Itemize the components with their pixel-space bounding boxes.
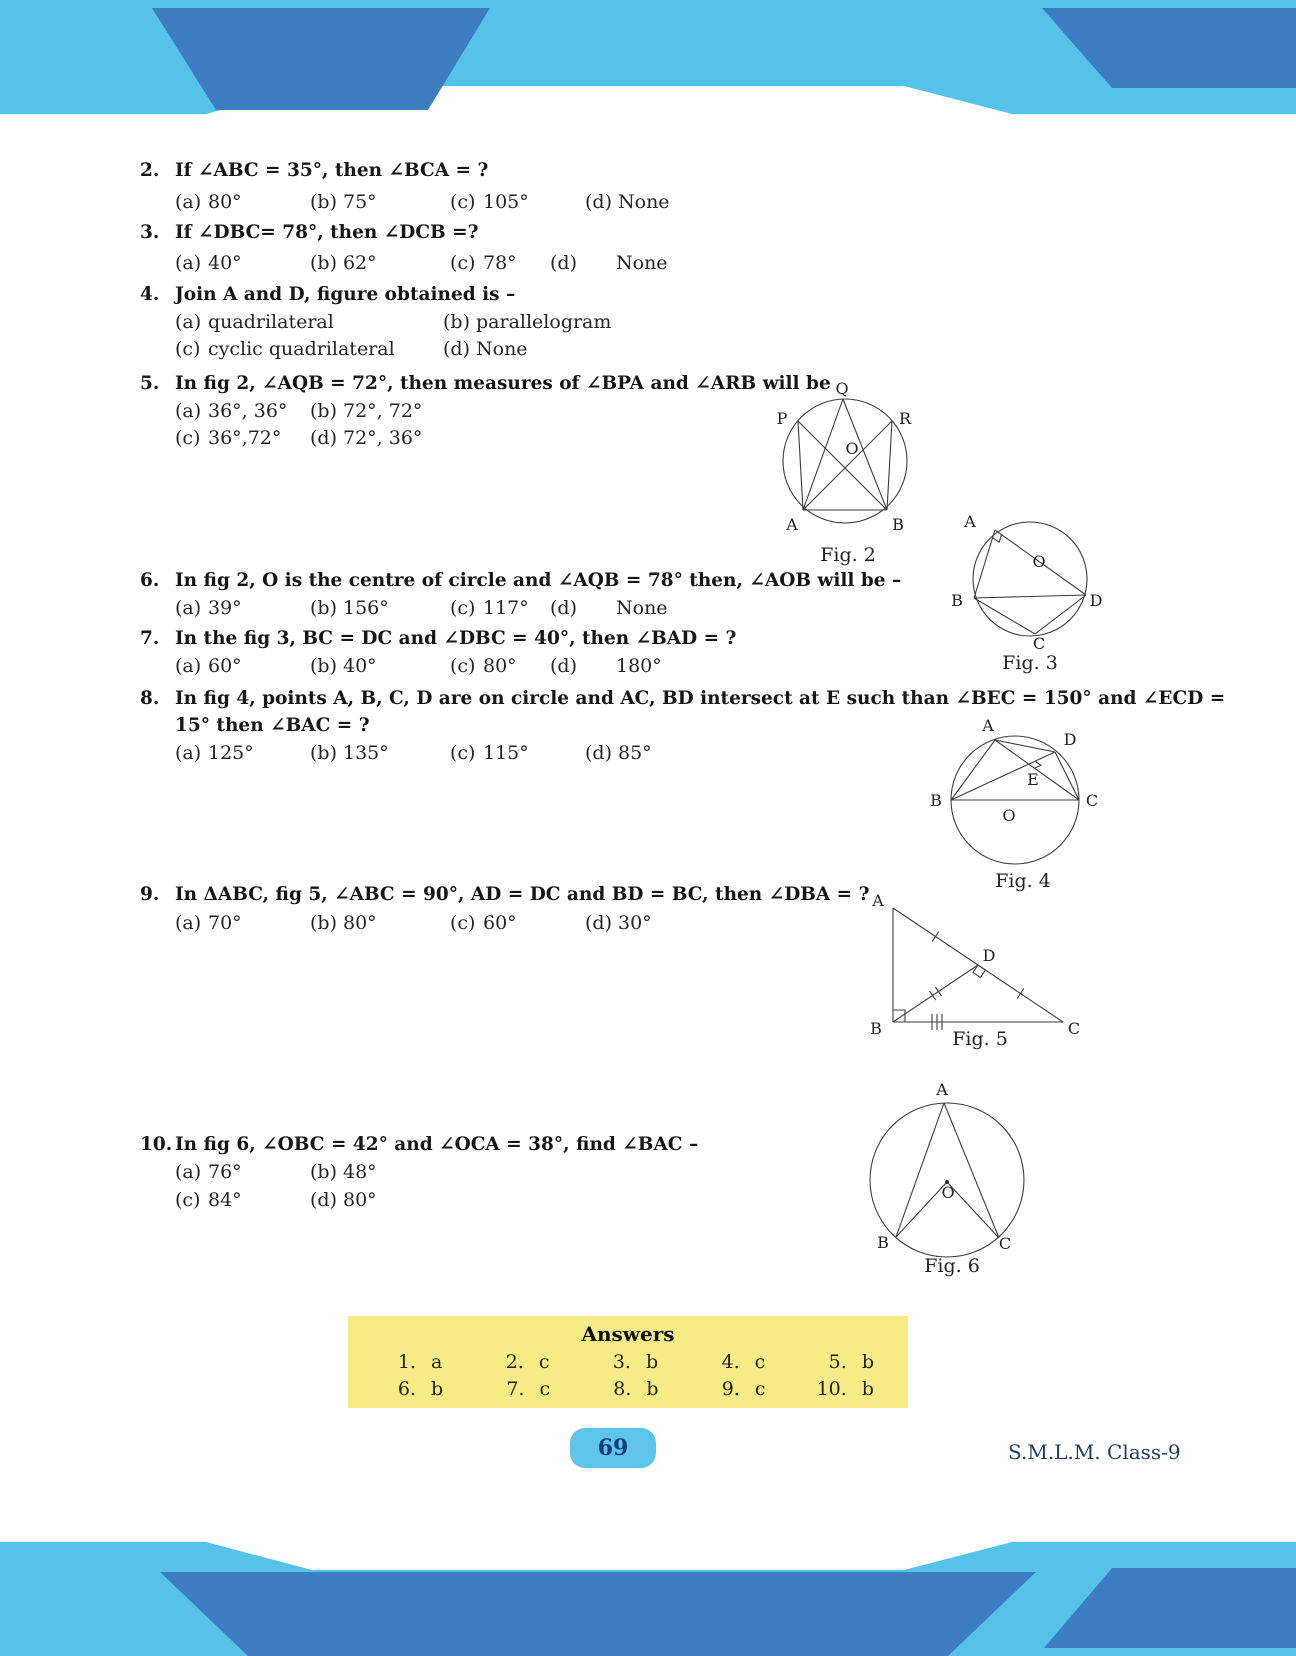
question-3-stem xyxy=(140,219,478,246)
option-value: 125° xyxy=(208,742,254,764)
option-label: (c) xyxy=(450,191,476,213)
question-6-stem xyxy=(140,567,901,594)
fig4-caption: Fig. 4 xyxy=(995,870,1051,892)
option-label: (c) xyxy=(175,1189,201,1211)
answers-row-1 xyxy=(348,1351,908,1373)
option-value: None xyxy=(616,597,668,619)
option-label: (a) xyxy=(175,1161,202,1183)
fig6-label-b: B xyxy=(877,1233,889,1252)
option-value: 40° xyxy=(343,655,377,677)
question-number: 7. xyxy=(140,628,160,649)
fig4-label-o: O xyxy=(1002,806,1016,825)
fig3-label-d: D xyxy=(1089,591,1103,610)
fig3-label-a: A xyxy=(964,512,976,531)
option-label: (b) xyxy=(310,742,337,764)
fig4-label-d: D xyxy=(1063,730,1077,749)
question-2-stem xyxy=(140,157,488,184)
question-7-options xyxy=(175,655,662,677)
question-4-options-row2 xyxy=(175,338,528,360)
answer-item: 8. b xyxy=(613,1378,659,1400)
option-label: (a) xyxy=(175,400,202,422)
question-text: In fig 2, O is the centre of circle and ∠AQB = 78° then, ∠AOB will be – xyxy=(175,570,902,591)
option-label: (d) xyxy=(550,252,577,274)
option-label: (c) xyxy=(175,427,201,449)
option-value: 180° xyxy=(616,655,662,677)
option-value: 40° xyxy=(208,252,242,274)
question-5-options-row1 xyxy=(175,400,422,422)
option-label: (a) xyxy=(175,252,202,274)
fig6-caption: Fig. 6 xyxy=(924,1255,980,1277)
header-decoration xyxy=(0,0,1296,120)
answer-item: 2. c xyxy=(505,1351,550,1373)
option-label: (a) xyxy=(175,912,202,934)
figure-3 xyxy=(940,503,1115,678)
question-9-stem xyxy=(140,881,869,908)
question-10-options-row2 xyxy=(175,1189,377,1211)
answers-row-2 xyxy=(348,1378,908,1400)
option-label: (b) xyxy=(310,912,337,934)
figure-2 xyxy=(770,378,920,568)
option-value: 80° xyxy=(483,655,517,677)
question-5-stem xyxy=(140,370,831,397)
option-label: (b) xyxy=(310,191,337,213)
fig6-label-a: A xyxy=(936,1082,948,1099)
option-value: 80° xyxy=(343,912,377,934)
option-label: (c) xyxy=(175,338,201,360)
question-4-options-row1 xyxy=(175,311,611,333)
answer-item: 3. b xyxy=(612,1351,659,1373)
option-label: (d) xyxy=(310,427,337,449)
figure-5 xyxy=(858,888,1093,1053)
question-6-options xyxy=(175,597,668,619)
fig5-label-c: C xyxy=(1067,1019,1081,1038)
question-text: In fig 2, ∠AQB = 72°, then measures of ∠BPA and ∠ARB will be xyxy=(175,373,831,394)
answers-title: Answers xyxy=(581,1322,675,1346)
option-value: 84° xyxy=(208,1189,242,1211)
fig3-label-b: B xyxy=(951,591,963,610)
option-value: 117° xyxy=(483,597,529,619)
answer-item: 4. c xyxy=(721,1351,766,1373)
figure-4 xyxy=(920,715,1105,893)
option-label: (d) xyxy=(585,912,612,934)
option-value: 62° xyxy=(343,252,377,274)
question-10-options-row1 xyxy=(175,1161,377,1183)
option-value: None xyxy=(618,191,670,213)
question-9-options xyxy=(175,912,652,934)
option-value: 156° xyxy=(343,597,389,619)
option-label: (b) xyxy=(443,311,470,333)
fig4-label-b: B xyxy=(930,791,942,810)
option-label: (a) xyxy=(175,742,202,764)
question-text: If ∠DBC= 78°, then ∠DCB =? xyxy=(175,222,479,243)
option-value: 72°, 36° xyxy=(343,427,423,449)
fig2-label-q: Q xyxy=(835,379,849,398)
option-label: (b) xyxy=(310,655,337,677)
option-label: (c) xyxy=(450,655,476,677)
option-value: 60° xyxy=(208,655,242,677)
footer-decoration xyxy=(0,1536,1296,1656)
fig5-label-a: A xyxy=(872,891,884,910)
option-label: (a) xyxy=(175,311,202,333)
footer-book-title: S.M.L.M. Class-9 xyxy=(1008,1440,1181,1464)
option-value: 80° xyxy=(343,1189,377,1211)
fig6-label-c: C xyxy=(998,1234,1012,1253)
question-8-options xyxy=(175,742,652,764)
fig2-caption: Fig. 2 xyxy=(820,544,876,566)
option-value: 80° xyxy=(208,191,242,213)
fig4-label-c: C xyxy=(1085,791,1099,810)
question-5-options-row2 xyxy=(175,427,422,449)
fig5-label-b: B xyxy=(870,1019,882,1038)
option-label: (b) xyxy=(310,400,337,422)
option-value: 85° xyxy=(618,742,652,764)
fig3-label-o: O xyxy=(1032,552,1046,571)
fig3-label-c: C xyxy=(1032,634,1046,653)
question-number: 6. xyxy=(140,570,160,591)
fig4-label-a: A xyxy=(982,716,994,735)
question-text: In fig 6, ∠OBC = 42° and ∠OCA = 38°, find ∠BAC – xyxy=(175,1134,699,1155)
answer-item: 9. c xyxy=(721,1378,766,1400)
question-number: 2. xyxy=(140,160,160,181)
answer-item: 5. b xyxy=(828,1351,874,1373)
option-label: (d) xyxy=(550,597,577,619)
option-value: 39° xyxy=(208,597,242,619)
fig5-caption: Fig. 5 xyxy=(952,1028,1008,1050)
question-text: If ∠ABC = 35°, then ∠BCA = ? xyxy=(175,160,489,181)
option-value: 48° xyxy=(343,1161,377,1183)
option-label: (d) xyxy=(310,1189,337,1211)
option-value: 36°, 36° xyxy=(208,400,288,422)
question-2-options xyxy=(175,191,670,213)
option-label: (d) xyxy=(585,742,612,764)
option-label: (d) xyxy=(550,655,577,677)
answer-item: 7. c xyxy=(506,1378,551,1400)
option-label: (c) xyxy=(450,742,476,764)
question-number: 8. xyxy=(140,688,160,709)
answer-item: 1. a xyxy=(397,1351,443,1373)
option-value: parallelogram xyxy=(476,311,612,333)
option-label: (d) xyxy=(443,338,470,360)
answer-item: 10. b xyxy=(816,1378,874,1400)
fig6-label-o: O xyxy=(941,1183,955,1202)
option-value: None xyxy=(616,252,668,274)
option-value: 105° xyxy=(483,191,529,213)
option-value: 30° xyxy=(618,912,652,934)
option-label: (a) xyxy=(175,655,202,677)
option-value: 115° xyxy=(483,742,529,764)
question-number: 5. xyxy=(140,373,160,394)
fig3-caption: Fig. 3 xyxy=(1002,652,1058,674)
question-4-stem xyxy=(140,281,515,308)
option-label: (c) xyxy=(450,252,476,274)
fig2-label-p: P xyxy=(776,409,788,428)
option-value: 72°, 72° xyxy=(343,400,423,422)
option-value: 76° xyxy=(208,1161,242,1183)
option-label: (b) xyxy=(310,1161,337,1183)
option-value: None xyxy=(476,338,528,360)
fig4-label-e: E xyxy=(1027,770,1039,789)
option-value: 70° xyxy=(208,912,242,934)
question-text: In fig 4, points A, B, C, D are on circle and AC, BD intersect at E such than ∠BEC = 150° and ∠ECD = 15° then ∠BAC = ? xyxy=(175,688,1226,736)
option-value: cyclic quadrilateral xyxy=(208,338,395,360)
question-10-stem xyxy=(140,1131,698,1158)
page-number-badge: 69 xyxy=(570,1428,656,1468)
option-label: (d) xyxy=(585,191,612,213)
option-value: 75° xyxy=(343,191,377,213)
option-value: 78° xyxy=(483,252,517,274)
question-7-stem xyxy=(140,625,736,652)
option-label: (b) xyxy=(310,597,337,619)
question-number: 9. xyxy=(140,884,160,905)
question-3-options xyxy=(175,252,668,274)
fig2-label-o: O xyxy=(845,439,859,458)
question-number: 4. xyxy=(140,284,160,305)
question-text: In ΔABC, fig 5, ∠ABC = 90°, AD = DC and BD = BC, then ∠DBA = ? xyxy=(175,884,870,905)
question-number: 3. xyxy=(140,222,160,243)
fig2-label-r: R xyxy=(898,409,912,428)
option-label: (c) xyxy=(450,597,476,619)
fig2-label-a: A xyxy=(786,515,798,534)
option-label: (a) xyxy=(175,597,202,619)
figure-6 xyxy=(862,1082,1042,1282)
option-value: 36°,72° xyxy=(208,427,282,449)
answers-panel xyxy=(348,1316,908,1408)
option-label: (c) xyxy=(450,912,476,934)
answer-item: 6. b xyxy=(397,1378,444,1400)
option-label: (a) xyxy=(175,191,202,213)
fig2-label-b: B xyxy=(892,515,904,534)
question-number: 10. xyxy=(140,1134,173,1155)
question-text: In the fig 3, BC = DC and ∠DBC = 40°, then ∠BAD = ? xyxy=(175,628,737,649)
option-value: 60° xyxy=(483,912,517,934)
option-value: 135° xyxy=(343,742,389,764)
option-label: (b) xyxy=(310,252,337,274)
question-text: Join A and D, figure obtained is – xyxy=(175,284,516,305)
option-value: quadrilateral xyxy=(208,311,334,333)
fig5-label-d: D xyxy=(982,946,996,965)
